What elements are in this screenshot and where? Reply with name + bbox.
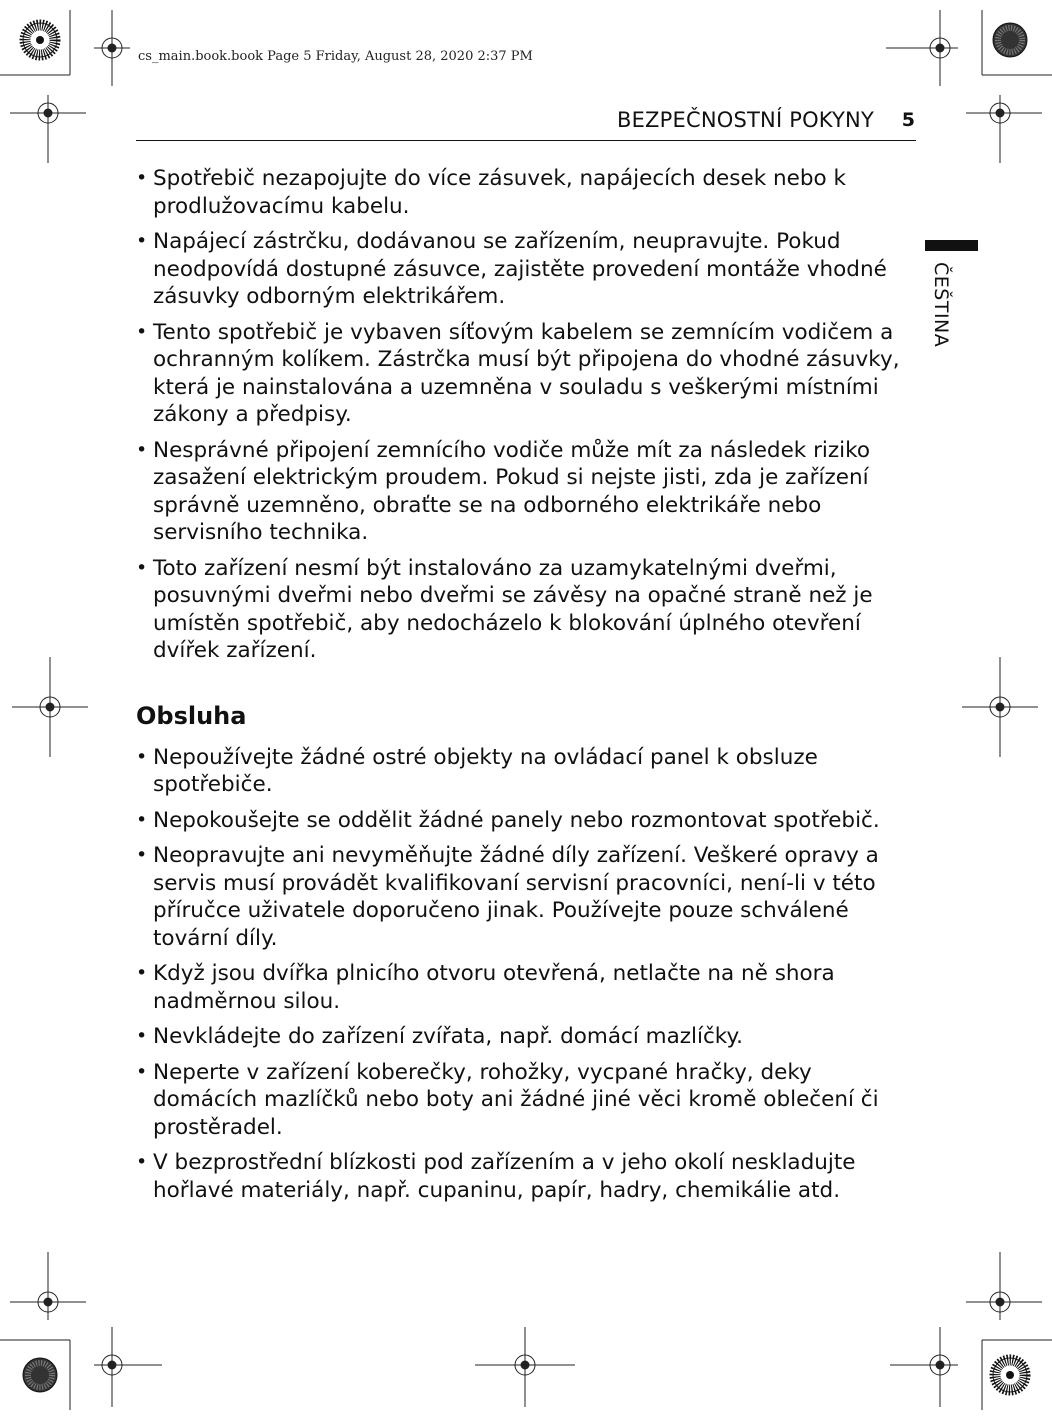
list-item: • Nevkládejte do zařízení zvířata, např. domácí mazlíčky. — [136, 1023, 914, 1051]
list-item: • Toto zařízení nesmí být instalováno za uzamykatelnými dveřmi, posuvnými dveřmi nebo dveřmi se závěsy na opačné straně než je umístěn spotřebič, aby nedocházelo k blokování úplného otevření dvířek zařízení. — [136, 555, 914, 665]
list-item: • Spotřebič nezapojujte do více zásuvek, napájecích desek nebo k prodlužovacímu kabelu. — [136, 165, 914, 220]
registration-mark-top-left — [94, 10, 130, 86]
header-title: BEZPEČNOSTNÍ POKYNY — [616, 108, 874, 132]
list-item: • Když jsou dvířka plnicího otvoru otevřená, netlačte na ně shora nadměrnou silou. — [136, 960, 914, 1015]
registration-mark-left-middle — [12, 657, 88, 757]
operation-list — [136, 744, 914, 1205]
registration-mark-bottom-center — [475, 1327, 575, 1407]
list-item: • Nepokoušejte se oddělit žádné panely nebo rozmontovat spotřebič. — [136, 807, 914, 835]
registration-mark-left-bottom — [10, 1252, 86, 1320]
safety-list — [136, 165, 914, 665]
print-slug: cs_main.book.book Page 5 Friday, August 28, 2020 2:37 PM — [138, 49, 533, 64]
list-item: • Napájecí zástrčku, dodávanou se zařízením, neupravujte. Pokud neodpovídá dostupné zásuvce, zajistěte provedení montáže vhodné zásuvky odborným elektrikářem. — [136, 228, 914, 311]
list-item: • Neopravujte ani nevyměňujte žádné díly zařízení. Veškeré opravy a servis musí provádět kvalifikovaní servisní pracovníci, není-li v této příručce uživatele doporučeno jinak. Používejte pouze schválené tovární díly. — [136, 842, 914, 952]
starburst-mark-top-left — [23, 23, 57, 57]
list-item: • V bezprostřední blízkosti pod zařízením a v jeho okolí neskladujte hořlavé materiály, např. cupaninu, papír, hadry, chemikálie atd. — [136, 1149, 914, 1204]
page-header — [136, 104, 916, 141]
page-number: 5 — [901, 109, 915, 131]
list-item: • Nepoužívejte žádné ostré objekty na ovládací panel k obsluze spotřebiče. — [136, 744, 914, 799]
list-item: • Tento spotřebič je vybaven síťovým kabelem se zemnícím vodičem a ochranným kolíkem. Zástrčka musí být připojena do vhodné zásuvky, která je nainstalována a uzemněna v souladu s veškerými místními zákony a předpisy. — [136, 319, 914, 429]
starburst-mark-bottom-right — [993, 1358, 1027, 1392]
starburst-mark-bottom-left — [23, 1358, 57, 1392]
registration-mark-bottom-left — [94, 1327, 162, 1407]
language-tab-label: ČEŠTINA — [930, 262, 952, 348]
page-content — [136, 165, 914, 1212]
starburst-mark-top-right — [993, 23, 1027, 57]
registration-mark-right-middle — [962, 657, 1038, 757]
registration-mark-left-top — [10, 95, 86, 163]
registration-mark-right-top — [966, 95, 1042, 163]
registration-mark-top-right — [886, 10, 958, 86]
registration-mark-bottom-right — [890, 1327, 958, 1407]
registration-mark-right-bottom — [966, 1252, 1042, 1320]
list-item: • Nesprávné připojení zemnícího vodiče může mít za následek riziko zasažení elektrickým proudem. Pokud si nejste jisti, zda je zařízení správně uzemněno, obraťte se na odborného elektrikáře nebo servisního technika. — [136, 437, 914, 547]
language-tab-bar — [925, 240, 978, 251]
list-item: • Neperte v zařízení koberečky, rohožky, vycpané hračky, deky domácích mazlíčků nebo boty ani žádné jiné věci kromě oblečení či prostěradel. — [136, 1059, 914, 1142]
section-title-operation: Obsluha — [136, 701, 247, 730]
